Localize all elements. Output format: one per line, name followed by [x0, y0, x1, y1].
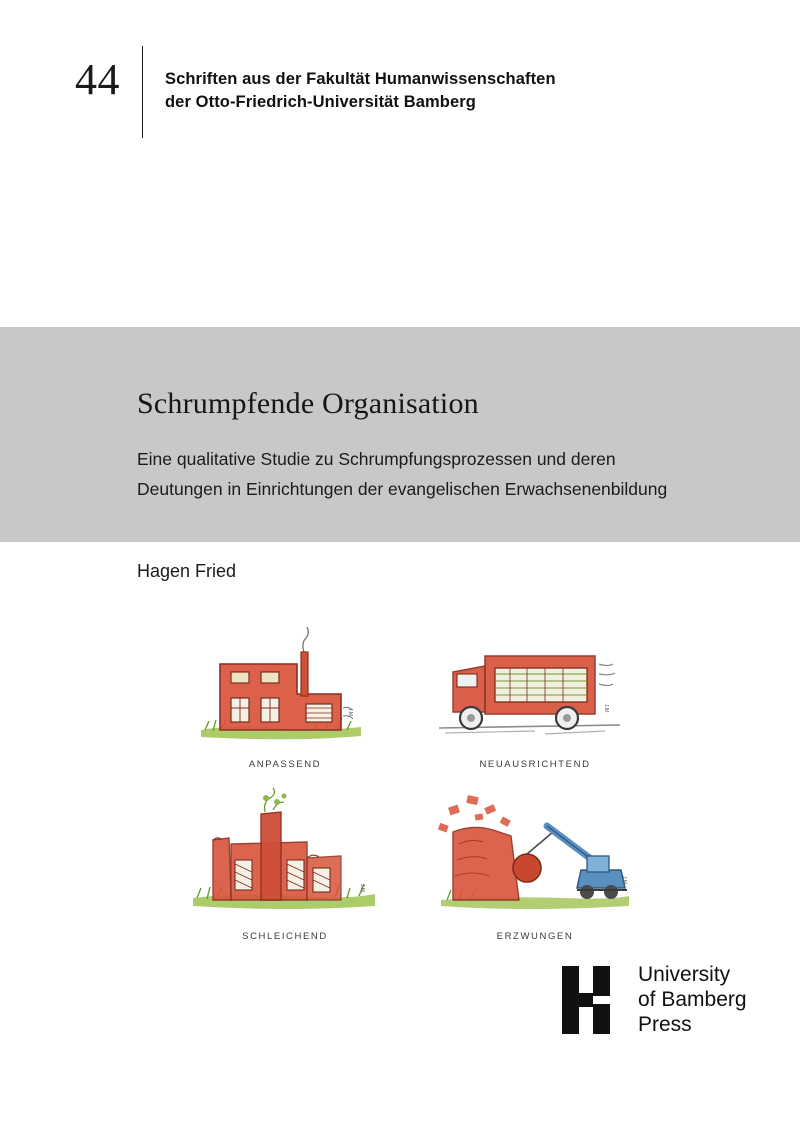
illustration-caption: SCHLEICHEND — [242, 931, 328, 942]
svg-text:J.M.: J.M. — [621, 876, 627, 886]
series-number: 44 — [75, 55, 120, 104]
illustration-demolition-forced-svg — [415, 784, 655, 924]
publisher-line2: of Bamberg — [638, 988, 747, 1011]
author-name: Hagen Fried — [137, 561, 237, 581]
illustration-caption: NEUAUSRICHTEND — [479, 759, 591, 770]
page-subtitle-line1: Eine qualitative Studie zu Schrumpfungsprozessen und deren — [137, 449, 616, 469]
illustration-caption: ERZWUNGEN — [496, 931, 574, 942]
page-subtitle — [137, 444, 767, 504]
title-band — [0, 327, 800, 542]
illustration-truck-realigning — [415, 612, 655, 772]
publisher-logo — [562, 962, 747, 1037]
bamberg-press-mark-icon — [562, 966, 624, 1034]
illustration-caption: ANPASSEND — [248, 759, 322, 770]
svg-text:J.M.: J.M. — [603, 704, 609, 714]
illustration-demolition-forced — [415, 784, 655, 944]
illustration-ruin-creeping-svg — [165, 784, 405, 924]
illustration-grid — [150, 612, 650, 947]
page-title: Schrumpfende Organisation — [137, 387, 479, 420]
illustration-truck-realigning-svg — [415, 612, 655, 752]
svg-text:J.M.: J.M. — [347, 708, 353, 718]
publisher-line3: Press — [638, 1013, 692, 1036]
series-title-line2: der Otto-Friedrich-Universität Bamberg — [165, 93, 476, 111]
series-title — [143, 58, 556, 114]
illustration-ruin-creeping — [165, 784, 405, 944]
illustration-building-adapting-svg — [165, 612, 405, 752]
series-title-line1: Schriften aus der Fakultät Humanwissenschaften — [165, 70, 556, 88]
illustration-building-adapting — [165, 612, 405, 772]
svg-text:J.M.: J.M. — [359, 884, 365, 894]
publisher-name — [638, 962, 747, 1037]
page-subtitle-line2: Deutungen in Einrichtungen der evangelischen Erwachsenenbildung — [137, 479, 668, 499]
publisher-line1: University — [638, 963, 731, 986]
series-header — [75, 55, 556, 138]
